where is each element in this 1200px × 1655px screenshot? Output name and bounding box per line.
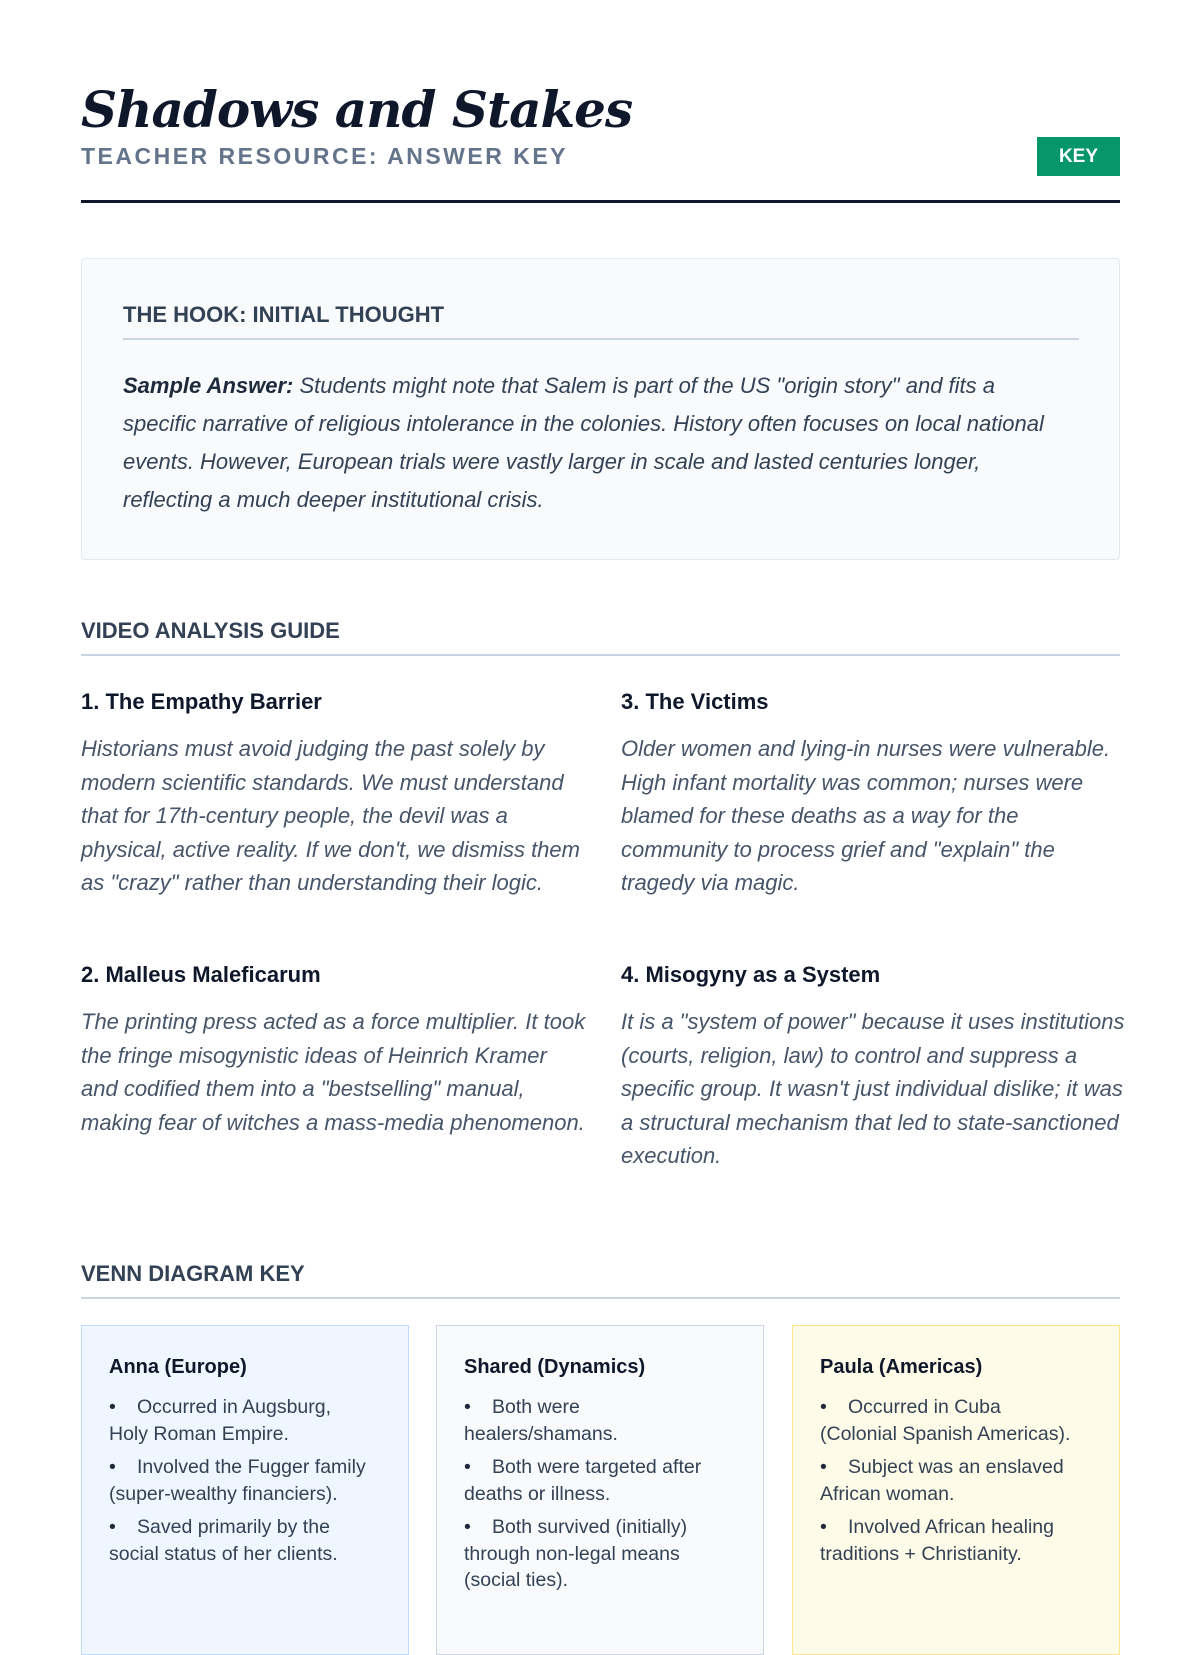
page-subtitle: TEACHER RESOURCE: ANSWER KEY [81, 143, 569, 169]
question-title: 4. Misogyny as a System [621, 962, 881, 987]
video-question-3 [621, 688, 1126, 900]
list-item-text: Both survived (initially) through non-legal means (social ties). [464, 1516, 688, 1591]
question-answer: It is a "system of power" because it uses institutions (courts, religion, law) to control and suppress a specific group. It wasn't just individual dislike; it was a structural mechanism that led to state-sanctioned execution. [621, 1009, 1125, 1168]
video-question-1 [81, 688, 586, 900]
list-item [464, 1394, 724, 1447]
bullet-icon: • [464, 1516, 471, 1538]
hook-box [81, 258, 1120, 560]
hook-answer-text: Students might note that Salem is part of the US "origin story" and fits a specific narrative of religious intolerance in the colonies. History often focuses on local national events. However, European trials were vastly larger in scale and lasted centuries longer, reflecting a much deeper institutional crisis. [123, 373, 1044, 512]
key-badge: KEY [1037, 137, 1120, 176]
hook-answer-label: Sample Answer: [123, 373, 294, 398]
bullet-icon: • [109, 1516, 116, 1538]
video-question-4 [621, 961, 1126, 1173]
venn-column-shared [436, 1325, 764, 1655]
question-title: 2. Malleus Maleficarum [81, 962, 321, 987]
bullet-icon: • [464, 1456, 471, 1478]
venn-column-title: Shared (Dynamics) [464, 1356, 646, 1378]
venn-column-title: Paula (Americas) [820, 1356, 983, 1378]
bullet-icon: • [820, 1396, 827, 1418]
video-section-heading: VIDEO ANALYSIS GUIDE [81, 617, 1120, 656]
list-item-text: Occurred in Cuba (Colonial Spanish Americas). [820, 1396, 1071, 1445]
bullet-icon: • [109, 1456, 116, 1478]
bullet-icon: • [464, 1396, 471, 1418]
venn-list [464, 1394, 724, 1594]
list-item-text: Both were healers/shamans. [464, 1396, 618, 1445]
page-title: Shadows and Stakes [81, 80, 633, 139]
list-item-text: Involved the Fugger family (super-wealthy financiers). [109, 1456, 366, 1505]
list-item [464, 1514, 724, 1594]
hook-answer [123, 367, 1073, 519]
question-title: 1. The Empathy Barrier [81, 689, 322, 714]
list-item-text: Involved African healing traditions + Christianity. [820, 1516, 1054, 1565]
venn-column-title: Anna (Europe) [109, 1356, 247, 1378]
venn-column-americas [792, 1325, 1120, 1655]
list-item [109, 1454, 369, 1507]
question-title: 3. The Victims [621, 689, 769, 714]
hook-heading: THE HOOK: INITIAL THOUGHT [123, 301, 1079, 340]
list-item-text: Both were targeted after deaths or illness. [464, 1456, 702, 1505]
header-divider [81, 200, 1120, 203]
venn-column-europe [81, 1325, 409, 1655]
question-answer: The printing press acted as a force multiplier. It took the fringe misogynistic ideas of Heinrich Kramer and codified them into a "bestselling" manual, making fear of witches a mass-media phenomenon. [81, 1009, 586, 1135]
question-answer: Historians must avoid judging the past solely by modern scientific standards. We must understand that for 17th-century people, the devil was a physical, active reality. If we don't, we dismiss them as "crazy" rather than understanding their logic. [81, 736, 580, 895]
venn-list [109, 1394, 369, 1567]
list-item-text: Saved primarily by the social status of her clients. [109, 1516, 338, 1565]
list-item [109, 1394, 369, 1447]
list-item [109, 1514, 369, 1567]
list-item [820, 1514, 1080, 1567]
list-item [820, 1454, 1080, 1507]
video-question-2 [81, 961, 586, 1139]
venn-section-heading: VENN DIAGRAM KEY [81, 1260, 1120, 1299]
list-item-text: Subject was an enslaved African woman. [820, 1456, 1064, 1505]
bullet-icon: • [820, 1516, 827, 1538]
list-item [820, 1394, 1080, 1447]
bullet-icon: • [109, 1396, 116, 1418]
list-item-text: Occurred in Augsburg, Holy Roman Empire. [109, 1396, 332, 1445]
venn-list [820, 1394, 1080, 1567]
list-item [464, 1454, 724, 1507]
question-answer: Older women and lying-in nurses were vulnerable. High infant mortality was common; nurses were blamed for these deaths as a way for the community to process grief and "explain" the tragedy via magic. [621, 736, 1111, 895]
bullet-icon: • [820, 1456, 827, 1478]
